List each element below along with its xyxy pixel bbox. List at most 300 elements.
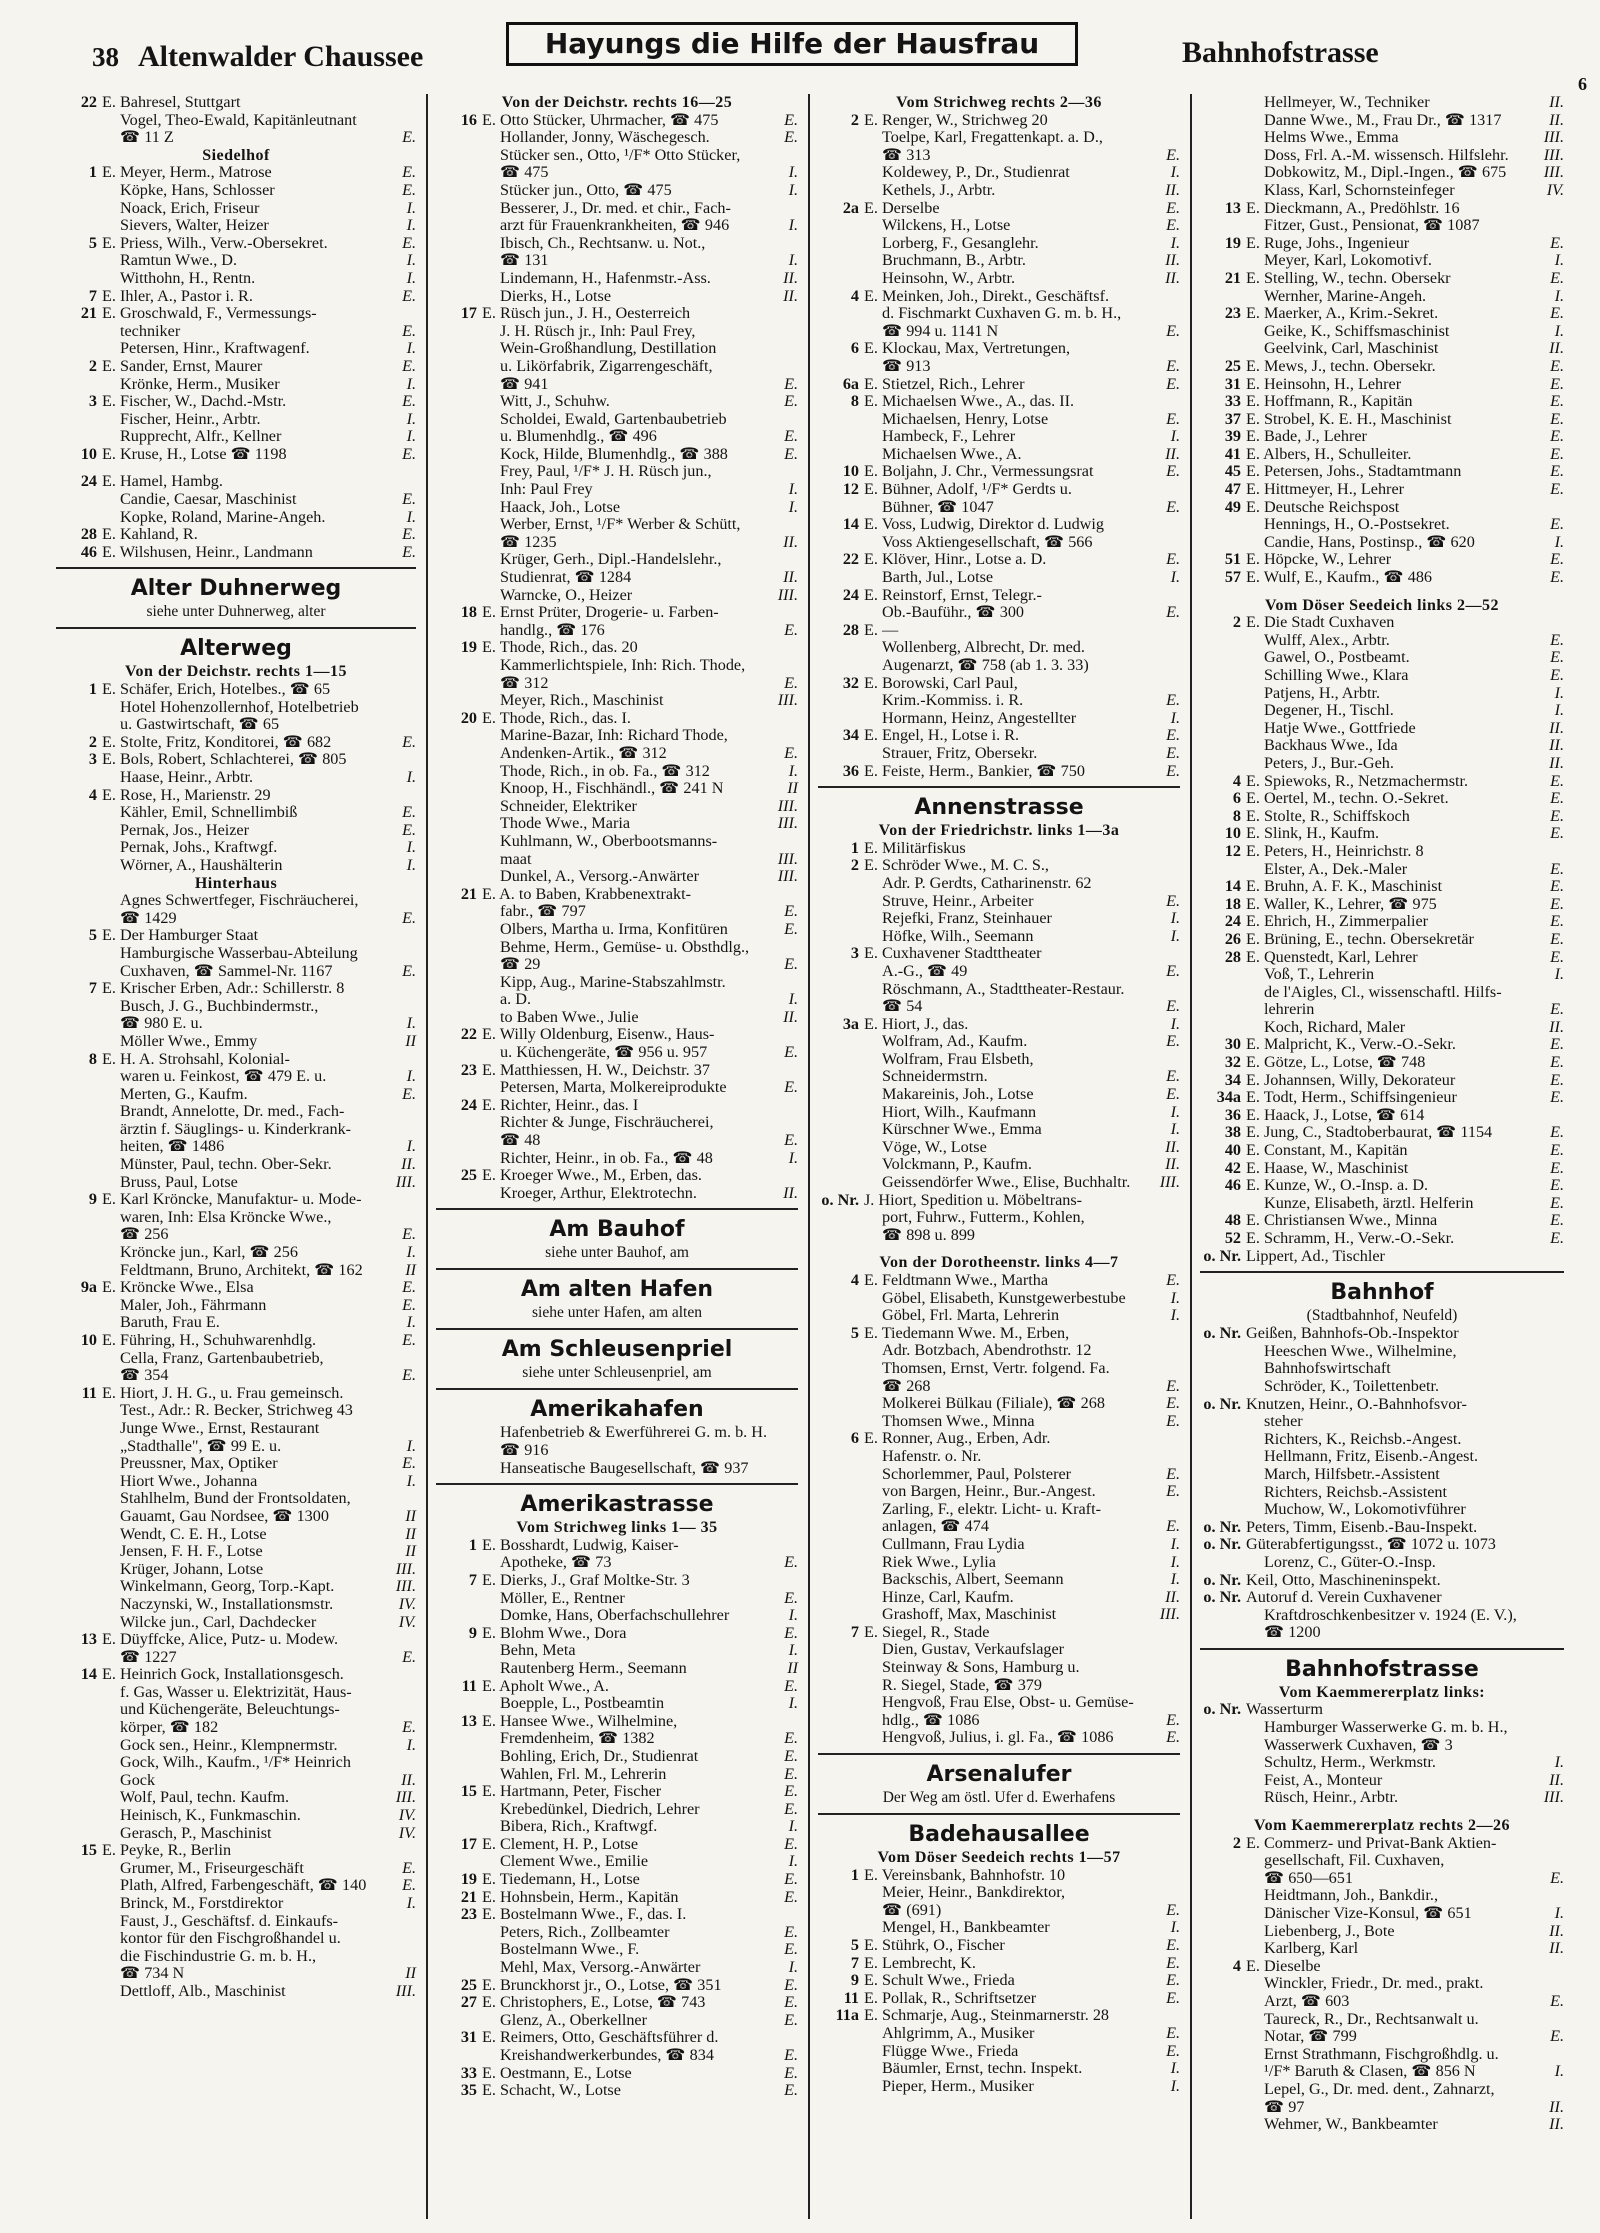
directory-entry [1200,1519,1564,1537]
street-section [1200,1271,1564,1642]
directory-entry [818,1624,1180,1642]
directory-entry [1200,1993,1564,2011]
floor-marker: II [405,1506,416,1525]
floor-marker: I. [788,480,798,499]
resident-name: Pernak, Jos., Heizer [120,821,250,839]
resident-name: Kröncke jun., Karl, ☎ 256 [120,1244,298,1262]
directory-entry [56,1103,416,1121]
directory-entry [1200,1870,1564,1888]
floor-marker: E. [1550,233,1564,252]
resident-name: E. Bahresel, Stuttgart [102,94,241,111]
floor-marker: E. [784,1553,798,1572]
floor-marker: II. [1549,753,1564,772]
resident-name: von Bargen, Heinr., Bur.-Angest. [882,1483,1096,1501]
house-number: 57 [1224,568,1241,587]
resident-name: A.-G., ☎ 49 [882,962,968,980]
floor-marker: I. [406,1735,416,1754]
resident-name: E. Voss, Ludwig, Direktor d. Ludwig [864,516,1104,534]
directory-entry [818,1430,1180,1448]
resident-name: Grumer, M., Friseurgeschäft [120,1859,304,1877]
directory-entry [56,1156,416,1174]
floor-marker: E. [1550,1070,1564,1089]
directory-entry [56,1350,416,1368]
resident-name: Wahlen, Frl. M., Lehrerin [500,1765,667,1783]
resident-name: Mengel, H., Bankbeamter [882,1919,1050,1937]
house-number: 21 [80,304,97,323]
floor-marker: E. [1550,304,1564,323]
floor-marker: II. [783,532,798,551]
resident-name: E. Heinrich Gock, Installationsgesch. [102,1666,344,1684]
resident-name: E. Schmarje, Aug., Steinmarnerstr. 28 [864,2007,1110,2025]
directory-entry [1200,861,1564,879]
resident-name: E. Hittmeyer, H., Lehrer [1246,481,1405,499]
directory-entry [818,1139,1180,1157]
floor-marker: I. [406,1313,416,1332]
floor-marker: E. [1166,2023,1180,2042]
house-number: 2 [850,110,859,129]
street-note: siehe unter Schleusenpriel, am [522,1364,712,1382]
house-number: 52 [1224,1229,1241,1247]
resident-name: E. A. to Baben, Krabbenextrakt- [482,885,692,903]
directory-entry [818,928,1180,946]
resident-name: Noack, Erich, Friseur [120,199,260,217]
directory-entry [1200,878,1564,896]
directory-entry [1200,825,1564,843]
resident-name: Steinway & Sons, Hamburg u. [882,1659,1080,1677]
house-number: 46 [80,542,97,561]
resident-name: Grashoff, Max, Maschinist [882,1606,1057,1624]
floor-marker: E. [784,1623,798,1642]
floor-marker: I. [406,251,416,270]
directory-entry [818,657,1180,675]
resident-name: E. Meinken, Joh., Direkt., Geschäftsf. [864,287,1110,305]
resident-name: Patjens, H., Arbtr. [1264,684,1381,702]
directory-entry [818,1121,1180,1139]
house-number: 19 [460,1870,477,1889]
directory-entry [56,857,416,875]
directory-entry [436,446,798,464]
directory-entry [436,182,798,200]
directory-entry [56,217,416,235]
resident-name: Augenarzt, ☎ 758 (ab 1. 3. 33) [882,657,1089,674]
resident-name: techniker [120,322,181,340]
resident-name: Volckmann, P., Kaufm. [882,1156,1032,1174]
floor-marker: II. [1165,444,1180,463]
resident-name: E. Thode, Rich., das. I. [482,709,631,727]
directory-entry [818,1360,1180,1378]
directory-entry [818,1378,1180,1396]
resident-name: Hamburgische Wasserbau-Abteilung [120,944,358,962]
resident-name: E. Vereinsbank, Bahnhofstr. 10 [864,1866,1066,1884]
resident-name: Degener, H., Tischl. [1264,702,1394,720]
directory-entry [56,980,416,998]
floor-marker: E. [1550,1141,1564,1160]
resident-name: ¹/F* Baruth & Clasen, ☎ 856 N [1264,2063,1476,2081]
resident-name: Autoruf d. Verein Cuxhavener [1246,1589,1442,1607]
directory-entry [56,1789,416,1807]
house-number: 2 [88,732,97,751]
floor-marker: I. [406,855,416,874]
house-number: 1 [850,1865,859,1884]
directory-entry [1200,1036,1564,1054]
floor-marker: E. [784,1834,798,1853]
resident-name: Toelpe, Karl, Fregattenkapt. a. D., [882,129,1103,147]
floor-marker: I. [406,1436,416,1455]
resident-name: Krüger, Gerh., Dipl.-Handelslehr., [500,551,722,569]
resident-name: Richter, Heinr., in ob. Fa., ☎ 48 [500,1149,713,1167]
directory-entry [1200,843,1564,861]
house-number: 32 [1224,1053,1241,1072]
floor-marker: E. [1166,1067,1180,1086]
floor-marker: II [405,1524,416,1543]
directory-entry [1200,1607,1564,1625]
directory-entry [818,1033,1180,1051]
directory-entry [1200,1905,1564,1923]
floor-marker: E. [784,1078,798,1097]
directory-entry [436,340,798,358]
directory-entry [818,910,1180,928]
resident-name: Röschmann, A., Stadttheater-Restaur. [882,980,1125,998]
street-title: Amerikahafen [530,1397,704,1423]
resident-name: E. Bosshardt, Ludwig, Kaiser- [482,1536,679,1554]
house-number: 6 [850,1429,859,1448]
street-section [818,786,1180,1747]
floor-marker: II. [1165,180,1180,199]
resident-name: Zarling, F., elektr. Licht- u. Kraft- [882,1500,1101,1518]
floor-marker: I. [406,198,416,217]
resident-name: E. Stolte, R., Schiffskoch [1246,807,1410,825]
directory-entry [818,411,1180,429]
resident-name: Domke, Hans, Oberfachschullehrer [500,1607,730,1625]
resident-name: E. Bostelmann Wwe., F., das. I. [482,1906,687,1924]
resident-name: heiten, ☎ 1486 [120,1138,225,1156]
directory-entry [818,1395,1180,1413]
running-head-left: Altenwalder Chaussee [138,40,424,73]
floor-marker: E. [784,1922,798,1941]
directory-entry [818,235,1180,253]
resident-name: Faust, J., Geschäftsf. d. Einkaufs- [120,1912,339,1930]
resident-name: Hambeck, F., Lehrer [882,428,1016,446]
directory-entry [818,2025,1180,2043]
floor-marker: II. [783,1007,798,1026]
resident-name: Olbers, Martha u. Irma, Konfitüren [500,920,728,938]
resident-name: Michaelsen Wwe., A. [882,445,1022,463]
floor-marker: E. [1550,1991,1564,2010]
directory-entry [1200,428,1564,446]
floor-marker: II [787,1658,798,1677]
directory-entry [436,1730,798,1748]
resident-name: u. Küchengeräte, ☎ 956 u. 957 [500,1044,708,1062]
house-number: 25 [460,1166,477,1185]
floor-marker: I. [1170,1570,1180,1589]
range-heading: Von der Dorotheenstr. links 4—7 [879,1254,1119,1272]
directory-entry [56,1297,416,1315]
directory-entry [818,998,1180,1016]
resident-name: Wasserturm [1246,1701,1323,1719]
house-number: 30 [1224,1035,1241,1054]
house-number: 28 [1224,947,1241,966]
directory-entry [436,217,798,235]
directory-entry [818,1466,1180,1484]
resident-name: Hellmeyer, W., Techniker [1264,94,1430,111]
floor-marker: E. [1550,550,1564,569]
resident-name: Cella, Franz, Gartenbaubetrieb, [120,1349,324,1367]
directory-entry [1200,288,1564,306]
directory-entry [436,1924,798,1942]
house-number: 3 [88,392,97,411]
directory-entry [1200,94,1564,112]
house-number: 41 [1224,444,1241,463]
directory-entry [56,1913,416,1931]
resident-name: Schultz, Herm., Werkmstr. [1264,1754,1436,1772]
resident-name: Kock, Hilde, Blumenhdlg., ☎ 388 [500,445,728,463]
floor-marker: E. [1550,1000,1564,1019]
floor-marker: I. [1170,233,1180,252]
floor-marker: E. [1166,603,1180,622]
resident-name: Adr. Botzbach, Abendrothstr. 12 [882,1342,1092,1360]
resident-name: Rupprecht, Alfr., Kellner [120,428,282,446]
directory-entry [1200,1360,1564,1378]
floor-marker: E. [1166,726,1180,745]
floor-marker: E. [402,356,416,375]
resident-name: E. Reimers, Otto, Geschäftsführer d. [482,2029,719,2047]
directory-entry [56,1138,416,1156]
floor-marker: E. [402,1858,416,1877]
floor-marker: I. [1170,163,1180,182]
resident-name: E. Hohnsbein, Herm., Kapitän [482,1888,679,1906]
resident-name: d. Fischmarkt Cuxhaven G. m. b. H., [882,305,1122,323]
floor-marker: I. [1554,1904,1564,1922]
resident-name: E. Willy Oldenburg, Eisenw., Haus- [482,1026,715,1044]
resident-name: E. Klockau, Max, Vertretungen, [864,340,1071,358]
directory-entry [1200,2116,1564,2134]
directory-entry [1200,1212,1564,1230]
resident-name: E. Sander, Ernst, Maurer [102,357,263,375]
floor-marker: III. [1543,1788,1564,1807]
resident-name: ☎ 11 Z [120,129,174,147]
house-number: 6a [842,374,859,393]
resident-name: Hamburger Wasserwerke G. m. b. H., [1264,1719,1508,1737]
floor-marker: I. [788,251,798,270]
house-number: 34 [842,726,859,745]
floor-marker: IV. [1546,180,1564,199]
resident-name: Wolf, Paul, techn. Kaufm. [120,1789,290,1807]
floor-marker: I. [788,216,798,235]
floor-marker: II. [783,268,798,287]
house-number: 25 [1224,356,1241,375]
directory-entry [436,1572,798,1590]
resident-name: ☎ 650—651 [1264,1869,1353,1887]
resident-name: Warncke, O., Heizer [500,586,633,604]
floor-marker: E. [1550,1158,1564,1177]
street-title: Am alten Hafen [520,1277,714,1303]
floor-marker: E. [1550,771,1564,790]
resident-name: ☎ 268 [882,1377,931,1395]
resident-name: Kuhlmann, W., Oberbootsmanns- [500,832,718,850]
resident-name: Dobkowitz, M., Dipl.-Ingen., ☎ 675 [1264,164,1507,182]
floor-marker: E. [402,233,416,252]
resident-name: Kürschner Wwe., Emma [882,1121,1042,1139]
floor-marker: I. [788,1606,798,1625]
floor-marker: E. [784,1131,798,1150]
floor-marker: II [405,1964,416,1983]
resident-name: Pernak, Johs., Kraftwgf. [120,839,278,857]
house-number: 4 [850,1271,859,1289]
directory-entry [818,1307,1180,1325]
directory-entry [818,463,1180,481]
resident-name: E. Deutsche Reichspost [1246,498,1400,516]
directory-entry [56,804,416,822]
floor-marker: I. [1554,286,1564,305]
directory-entry [56,428,416,446]
floor-marker: E. [1550,859,1564,878]
column-1 [50,94,422,2219]
floor-marker: I. [1170,1102,1180,1121]
floor-marker: E. [1166,1271,1180,1289]
floor-marker: III. [1159,1605,1180,1624]
resident-name: Stücker sen., Otto, ¹/F* Otto Stücker, [500,146,741,164]
resident-name: Hotel Hohenzollernhof, Hotelbetrieb [120,698,359,716]
resident-name: E. Stietzel, Rich., Lehrer [864,375,1025,393]
resident-name: Thode Wwe., Maria [500,815,631,833]
resident-name: Adr. P. Gerdts, Catharinenstr. 62 [882,874,1092,892]
resident-name: Ernst Strathmann, Fischgroßhdlg. u. [1264,2045,1499,2063]
resident-name: J. Hiort, Spedition u. Möbeltrans- [864,1191,1083,1209]
floor-marker: III. [395,1788,416,1807]
resident-name: ☎ 131 [500,252,549,270]
floor-marker: E. [402,128,416,147]
directory-entry [56,1508,416,1526]
directory-entry [56,1719,416,1737]
directory-entry [436,1026,798,1044]
directory-entry [56,411,416,429]
resident-name: Geike, K., Schiffsmaschinist [1264,322,1450,340]
directory-entry [818,1501,1180,1519]
directory-entry [436,235,798,253]
directory-entry [56,1842,416,1860]
directory-entry [436,1748,798,1766]
directory-entry [818,710,1180,728]
resident-name: Lindemann, H., Hafenmstr.-Ass. [500,269,711,287]
resident-name: Hengvoß, Frau Else, Obst- u. Gemüse- [882,1694,1134,1712]
floor-marker: E. [1550,1193,1564,1212]
floor-marker: E. [784,2046,798,2064]
resident-name: Winkelmann, Georg, Torp.-Kapt. [120,1578,335,1596]
directory-entry [56,716,416,734]
resident-name: Peters, Rich., Zollbeamter [500,1923,670,1941]
street-section [436,1268,798,1322]
directory-entry [436,1642,798,1660]
floor-marker: E. [1166,1394,1180,1413]
directory-entry [436,1442,798,1460]
directory-entry [436,974,798,992]
directory-entry [56,526,416,544]
directory-entry [1200,270,1564,288]
house-number: 34 [1224,1070,1241,1089]
directory-entry [436,1959,798,1977]
resident-name: Stahlhelm, Bund der Frontsoldaten, [120,1490,351,1508]
floor-marker: E. [1550,374,1564,393]
directory-entry [436,868,798,886]
resident-name: Ahlgrimm, A., Musiker [882,2024,1035,2042]
floor-marker: I. [406,216,416,235]
resident-name: ☎ 1429 [120,909,177,927]
directory-entry [818,1104,1180,1122]
resident-name: Scholdei, Ewald, Gartenbaubetrieb [500,410,727,428]
directory-entry [436,499,798,517]
resident-name: E. Krischer Erben, Adr.: Schillerstr. 8 [102,980,345,998]
house-number: 24 [80,472,97,491]
directory-entry [436,1836,798,1854]
resident-name: ☎ 256 [120,1226,169,1244]
directory-entry [436,745,798,763]
house-number: 14 [80,1665,97,1684]
directory-entry [56,1930,416,1948]
floor-marker: I. [1170,926,1180,945]
street-section [1200,1648,1564,2134]
resident-name: E. Renger, W., Strichweg 20 [864,111,1048,129]
floor-marker: III. [395,1577,416,1596]
floor-marker: E. [402,820,416,839]
resident-name: Lepel, G., Dr. med. dent., Zahnarzt, [1264,2080,1495,2098]
resident-name: Knutzen, Heinr., O.-Bahnhofsvor- [1246,1395,1467,1413]
resident-name: E. Rüsch jun., J. H., Oesterreich [482,305,691,323]
directory-entry [436,886,798,904]
floor-marker: E. [784,743,798,762]
directory-entry [1200,1001,1564,1019]
spacer [818,1244,1180,1254]
resident-name: Preussner, Max, Optiker [120,1455,278,1473]
directory-entry [1200,1835,1564,1853]
directory-entry [818,1659,1180,1677]
resident-name: Danne Wwe., M., Frau Dr., ☎ 1317 [1264,111,1502,129]
floor-marker: E. [1166,1971,1180,1990]
resident-name: E. Kröncke Wwe., Elsa [102,1279,254,1297]
resident-name: E. H. A. Strohsahl, Kolonial- [102,1050,290,1068]
directory-entry [436,1678,798,1696]
directory-entry [818,1325,1180,1343]
floor-marker: E. [1550,894,1564,913]
directory-entry [436,1889,798,1907]
house-number: 3 [850,944,859,963]
house-number: 14 [1224,877,1241,896]
directory-entry [1200,1923,1564,1941]
resident-name: Bostelmann Wwe., F. [500,1941,640,1959]
resident-name: E. Todt, Herm., Schiffsingenieur [1246,1089,1457,1107]
directory-entry [1200,1754,1564,1772]
resident-name: Karlberg, Karl [1264,1940,1359,1958]
directory-entry [436,815,798,833]
street-section [436,1388,798,1477]
directory-entry [436,569,798,587]
resident-name: Bühner, ☎ 1047 [882,498,994,516]
directory-entry [436,2029,798,2047]
directory-entry [1200,667,1564,685]
house-number: 34a [1216,1088,1241,1107]
resident-name: Wollenberg, Albrecht, Dr. med. [882,639,1085,657]
resident-name: E. Priess, Wilh., Verw.-Obersekret. [102,234,328,252]
directory-entry [1200,446,1564,464]
directory-entry [56,1033,416,1051]
directory-entry [436,1713,798,1731]
range-heading: Von der Friedrichstr. links 1—3a [878,822,1120,840]
house-number: 9 [468,1623,477,1642]
resident-name: Behme, Herm., Gemüse- u. Obsthdlg., [500,938,750,956]
directory-entry [56,393,416,411]
floor-marker: I. [1554,251,1564,270]
house-number: 10 [842,462,859,481]
directory-entry [1200,737,1564,755]
